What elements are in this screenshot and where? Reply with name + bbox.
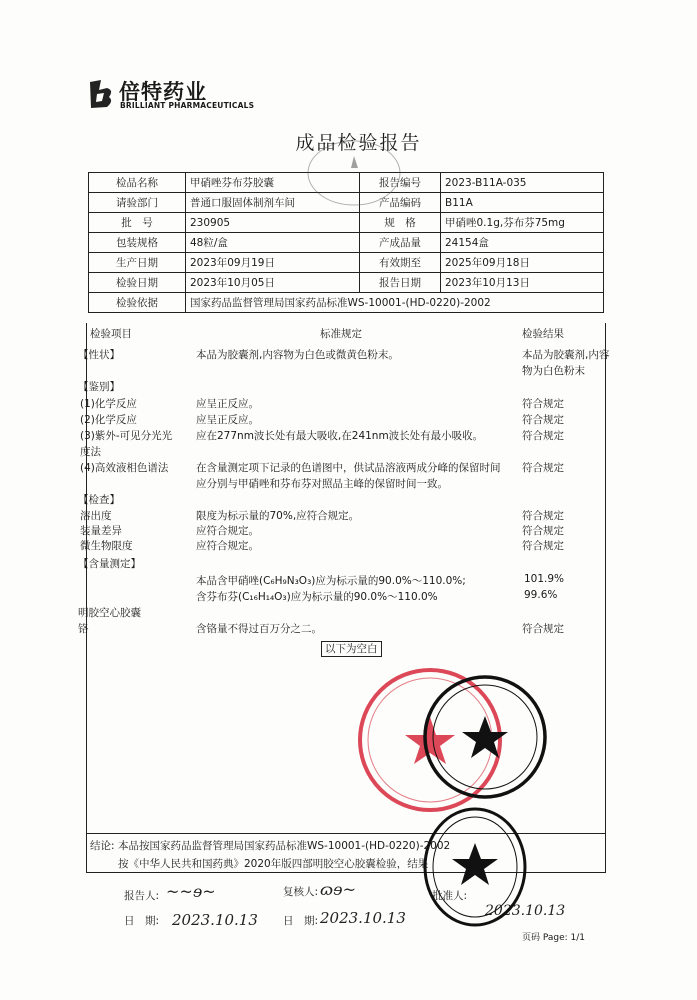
assay-standard: 本品含甲硝唑(C₆H₉N₃O₃)应为标示量的90.0%～110.0%;: [196, 575, 466, 587]
assay-result: 99.6%: [524, 589, 558, 601]
inspection-seal-icon: [420, 672, 550, 802]
character-result: 本品为胶囊剂,内容: [522, 349, 610, 361]
info-label: 批 号: [89, 213, 186, 233]
info-label: 有效期至: [360, 253, 441, 273]
info-label: 检品名称: [89, 173, 186, 193]
review-date: 2023.10.13: [320, 909, 406, 927]
insp-standard: 应符合规定。: [196, 540, 259, 552]
info-label: 报告编号: [360, 173, 441, 193]
info-value: 普通口服固体制剂车间: [186, 193, 360, 213]
insp-result: 符合规定: [522, 510, 564, 522]
section-character: 【性状】: [78, 349, 120, 361]
info-value: 2025年09月18日: [441, 253, 604, 273]
insp-result: 符合规定: [522, 540, 564, 552]
capsule-standard: 含铬量不得过百万分之二。: [196, 623, 322, 635]
insp-item: 微生物限度: [80, 540, 133, 552]
info-value: 甲硝唑芬布芬胶囊: [186, 173, 360, 193]
info-label: 包装规格: [89, 233, 186, 253]
info-value: B11A: [441, 193, 604, 213]
header-item: 检验项目: [90, 328, 132, 340]
ident-standard: 应呈正反应。: [196, 398, 259, 410]
ident-result: 符合规定: [522, 398, 564, 410]
ident-standard-2: 应分别与甲硝唑和芬布芬对照品主峰的保留时间一致。: [196, 478, 448, 490]
info-value: 2023年10月05日: [186, 273, 360, 293]
ident-standard: 在含量测定项下记录的色谱图中，供试品溶液两成分峰的保留时间: [196, 462, 501, 474]
reviewer-signature: ɷɘ~: [320, 880, 357, 899]
ident-item: (3)紫外-可见分光光: [80, 430, 173, 442]
conclusion-line-2: 按《中华人民共和国药典》2020年版四部明胶空心胶囊检验，结果: [118, 858, 429, 870]
capsule-item-2: 铬: [78, 623, 89, 635]
info-value: 2023-B11A-035: [441, 173, 604, 193]
ident-standard: 应呈正反应。: [196, 414, 259, 426]
insp-result: 符合规定: [522, 525, 564, 537]
report-date: 2023.10.13: [172, 911, 258, 929]
capsule-result: 符合规定: [522, 623, 564, 635]
conclusion-label: 结论:: [90, 840, 115, 852]
ident-result: 符合规定: [522, 462, 564, 474]
logo-mark-icon: [87, 78, 117, 110]
company-name-cn: 倍特药业: [119, 80, 207, 104]
insp-item: 溶出度: [80, 510, 112, 522]
ident-result: 符合规定: [522, 430, 564, 442]
info-row: [89, 273, 604, 293]
ident-item-2: 度法: [80, 446, 101, 458]
ident-item: (1)化学反应: [80, 398, 137, 410]
date-label-2: 日 期:: [283, 915, 319, 927]
header-standard: 标准规定: [320, 328, 362, 340]
info-label: 规 格: [360, 213, 441, 233]
info-value: 48粒/盒: [186, 233, 360, 253]
info-label: 报告日期: [360, 273, 441, 293]
info-value: 24154盒: [441, 233, 604, 253]
header-result: 检验结果: [522, 328, 564, 340]
info-row: [89, 213, 604, 233]
character-result-2: 物为白色粉末: [522, 365, 585, 377]
insp-standard: 限度为标示量的70%,应符合规定。: [196, 510, 360, 522]
capsule-item: 明胶空心胶囊: [78, 607, 141, 619]
info-label: 请验部门: [89, 193, 186, 213]
faded-seal-icon: [304, 138, 404, 208]
ident-standard: 应在277nm波长处有最大吸收,在241nm波长处有最小吸收。: [196, 430, 484, 442]
character-standard: 本品为胶囊剂,内容物为白色或微黄色粉末。: [196, 349, 399, 361]
info-row: [89, 233, 604, 253]
reviewer-label: 复核人:: [283, 886, 319, 898]
basis-value: 国家药品监督管理局国家药品标准WS-10001-(HD-0220)-2002: [186, 293, 604, 313]
reporter-signature: ~~ɘ~: [166, 882, 216, 901]
insp-standard: 应符合规定。: [196, 525, 259, 537]
company-logo: [87, 78, 255, 110]
section-assay: 【含量测定】: [78, 558, 141, 570]
reporter-label: 报告人:: [124, 890, 160, 902]
ident-item: (4)高效液相色谱法: [80, 462, 169, 474]
assay-standard: 含芬布芬(C₁₆H₁₄O₃)应为标示量的90.0%～110.0%: [196, 591, 438, 603]
section-identification: 【鉴别】: [78, 381, 120, 393]
page-number: 页码 Page: 1/1: [522, 933, 586, 943]
approve-date: 2023.10.13: [485, 903, 566, 919]
quality-control-seal-icon: [420, 805, 530, 930]
section-inspection: 【检查】: [78, 494, 120, 506]
approver-label: 批准人:: [432, 890, 468, 902]
basis-label: 检验依据: [89, 293, 186, 313]
conclusion-line-1: 本品按国家药品监督管理局国家药品标准WS-10001-(HD-0220)-2002: [118, 840, 451, 852]
info-value: 230905: [186, 213, 360, 233]
ident-item: (2)化学反应: [80, 414, 137, 426]
info-label: 检验日期: [89, 273, 186, 293]
info-value: 甲硝唑0.1g,芬布芬75mg: [441, 213, 604, 233]
end-of-content-mark: 以下为空白: [321, 641, 382, 657]
insp-item: 装量差异: [80, 525, 122, 537]
info-row: [89, 253, 604, 273]
info-value: 2023年09月19日: [186, 253, 360, 273]
info-value: 2023年10月13日: [441, 273, 604, 293]
info-label: 产品编码: [360, 193, 441, 213]
report-title: 成品检验报告: [295, 132, 422, 154]
ident-result: 符合规定: [522, 414, 564, 426]
company-name-en: BRILLIANT PHARMACEUTICALS: [120, 101, 255, 110]
assay-result: 101.9%: [524, 573, 565, 585]
date-label: 日 期:: [124, 915, 160, 927]
basis-row: [89, 293, 604, 313]
info-label: 生产日期: [89, 253, 186, 273]
info-label: 产成品量: [360, 233, 441, 253]
